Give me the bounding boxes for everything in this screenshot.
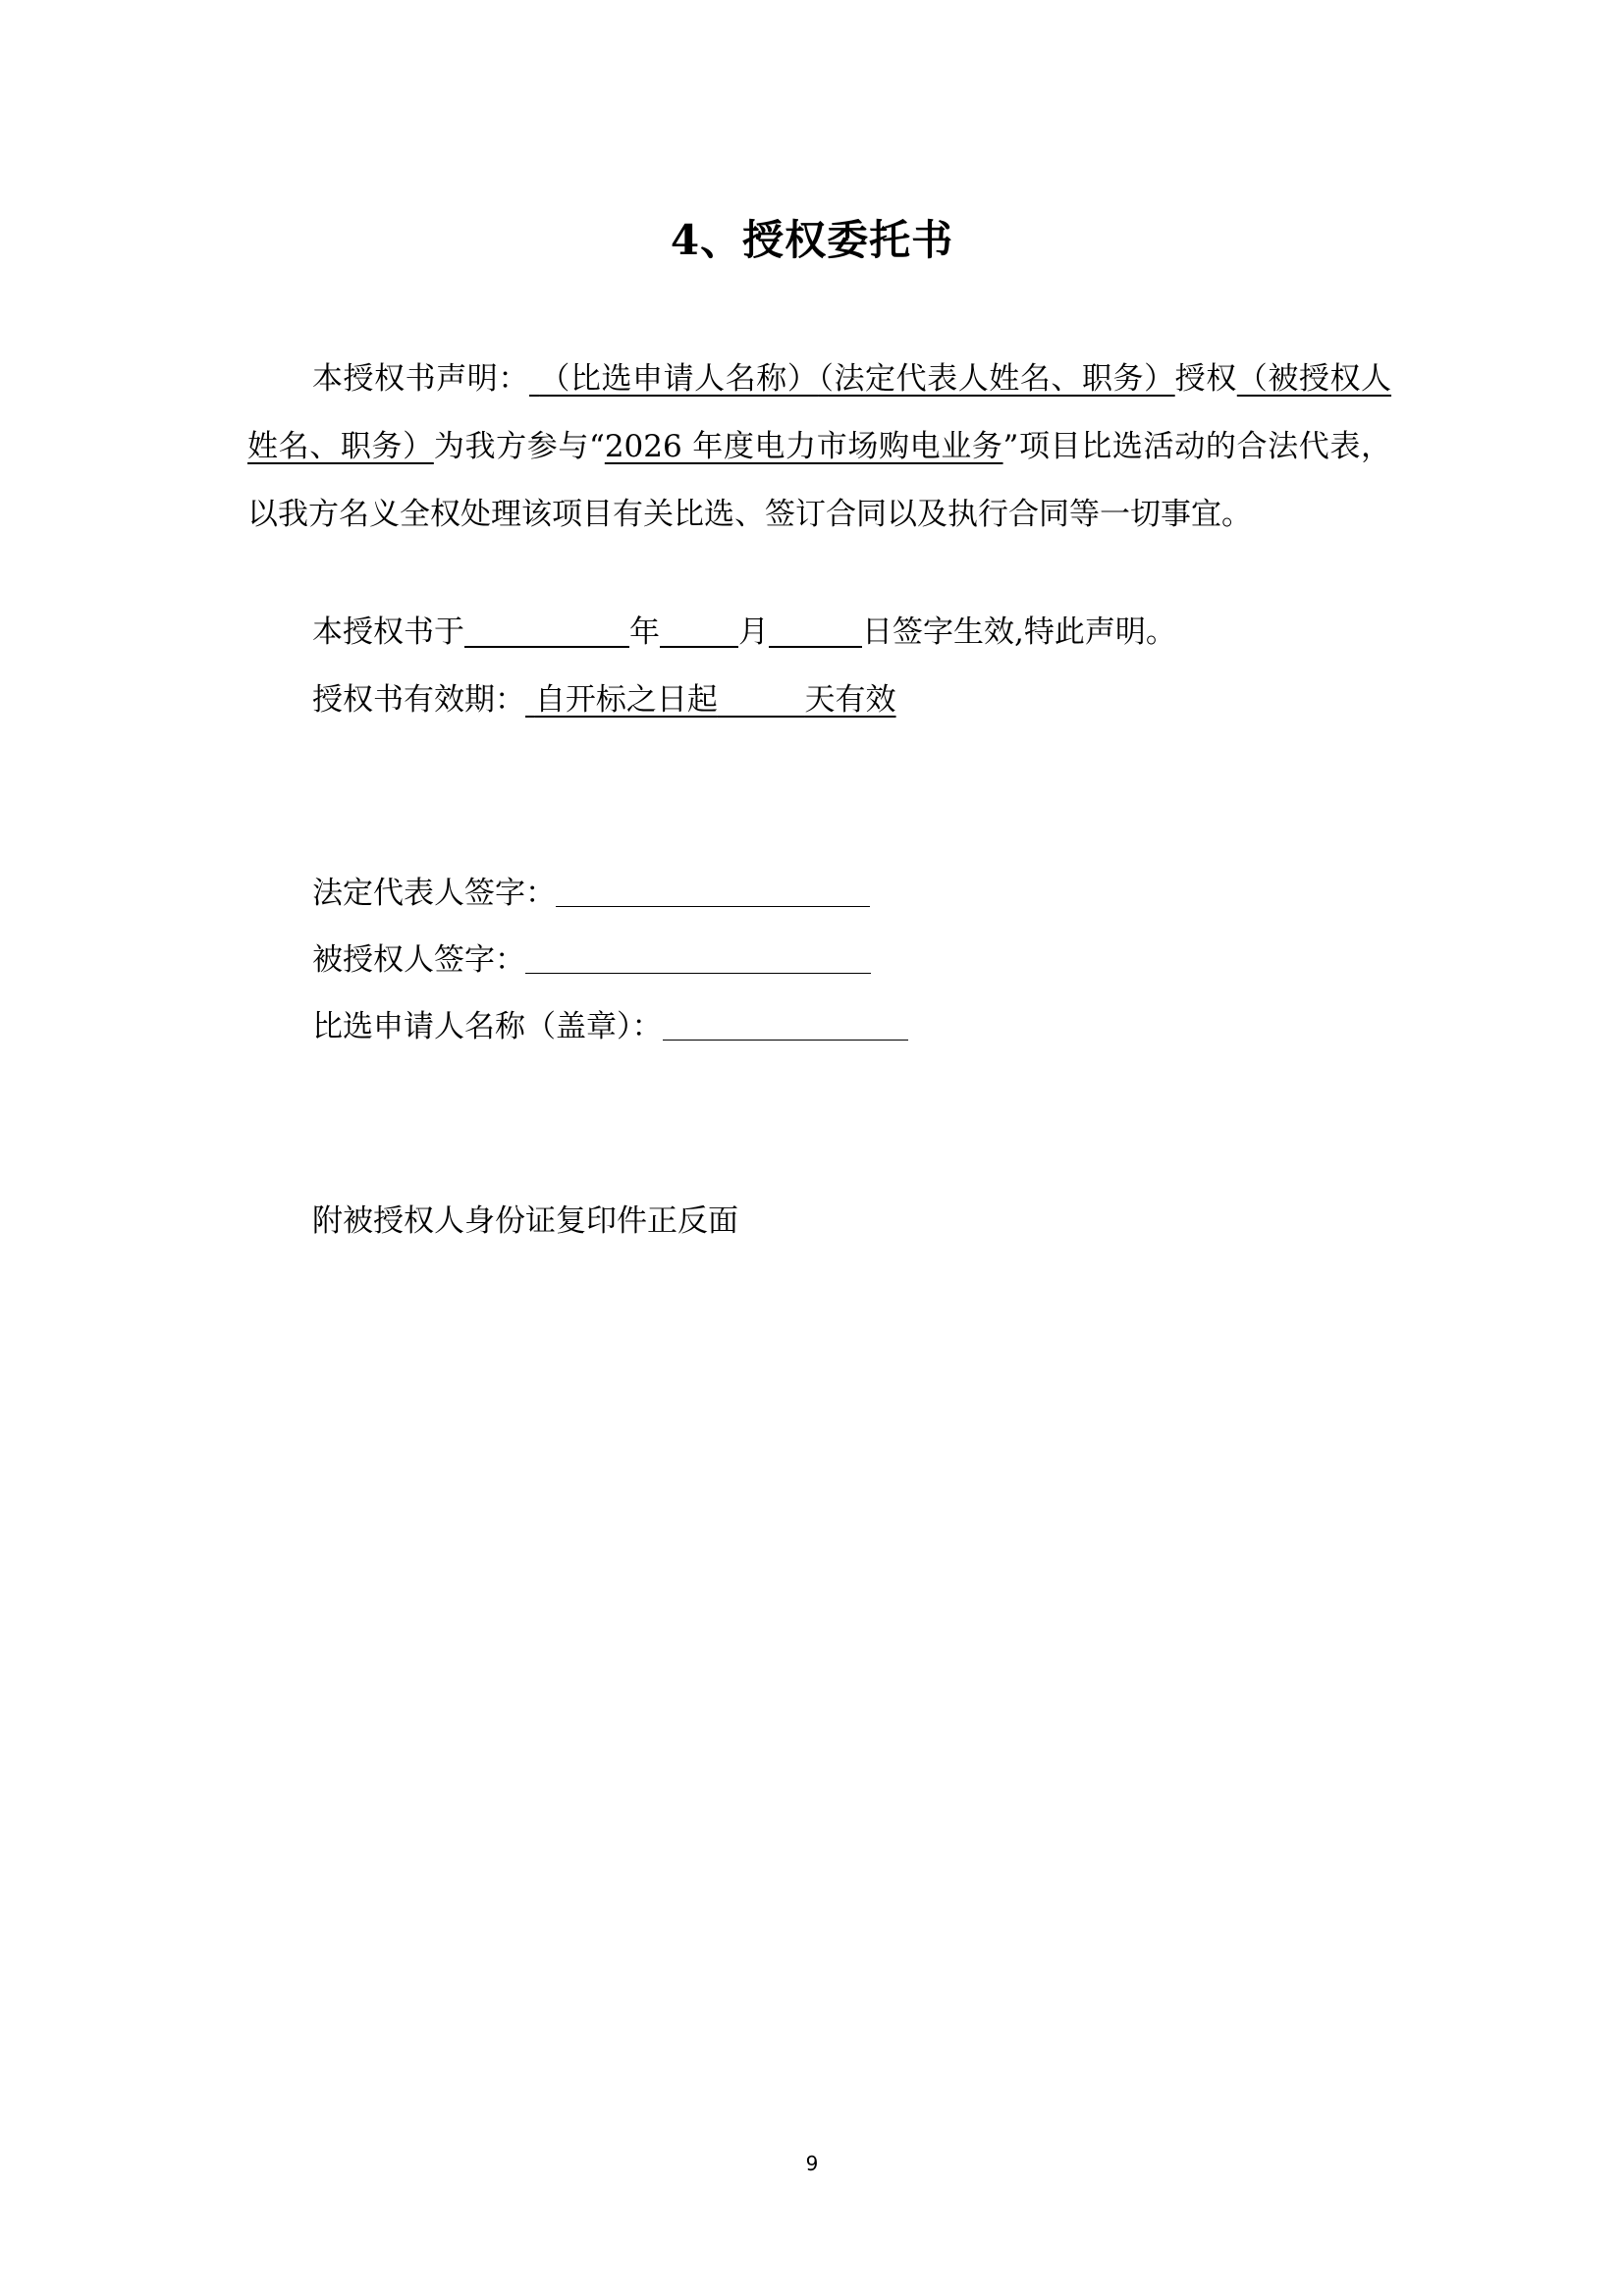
attachment-note: 附被授权人身份证复印件正反面 <box>312 1203 738 1239</box>
validity-field[interactable]: 自开标之日起 天有效 <box>534 682 896 718</box>
month-blank[interactable] <box>660 616 738 648</box>
day-blank[interactable] <box>769 616 862 648</box>
legal-rep-signature-label: 法定代表人签字： <box>312 876 556 911</box>
effective-date-line <box>312 613 1176 652</box>
authorized-signature-line <box>312 940 871 980</box>
effective-date-prefix: 本授权书于 <box>312 614 464 650</box>
applicant-seal-blank[interactable] <box>663 1010 908 1041</box>
applicant-name-field[interactable]: （比选申请人名称）（法定代表人姓名、职务） <box>539 361 1175 397</box>
authorized-signature-blank[interactable] <box>525 943 871 974</box>
authorized-person-field[interactable]: （被授权人姓名、职务） <box>247 361 1392 464</box>
legal-rep-signature-line <box>312 874 870 913</box>
declaration-suffix: ”项目比选活动的合法代表，以我方名义全权处理该项目有关比选、签订合同以及执行合同等一切事宜。 <box>247 429 1391 532</box>
declaration-paragraph <box>247 346 1391 549</box>
validity-label: 授权书有效期： <box>312 682 525 718</box>
applicant-seal-line <box>312 1007 908 1046</box>
legal-rep-signature-blank[interactable] <box>556 877 870 907</box>
validity-line <box>312 680 896 720</box>
authorized-signature-label: 被授权人签字： <box>312 942 525 978</box>
day-suffix: 日签字生效,特此声明。 <box>862 614 1176 650</box>
authorize-text: 授权 <box>1174 361 1237 397</box>
month-label: 月 <box>738 614 769 650</box>
year-label: 年 <box>629 614 660 650</box>
year-blank[interactable] <box>464 616 629 648</box>
declaration-mid: 为我方参与“ <box>433 429 605 464</box>
page-number: 9 <box>805 2152 819 2175</box>
applicant-seal-label: 比选申请人名称（盖章）： <box>312 1009 663 1044</box>
project-name: 2026 年度电力市场购电业务 <box>604 429 1003 464</box>
declaration-prefix: 本授权书声明： <box>312 361 529 397</box>
page-title: 4、授权委托书 <box>670 216 954 264</box>
